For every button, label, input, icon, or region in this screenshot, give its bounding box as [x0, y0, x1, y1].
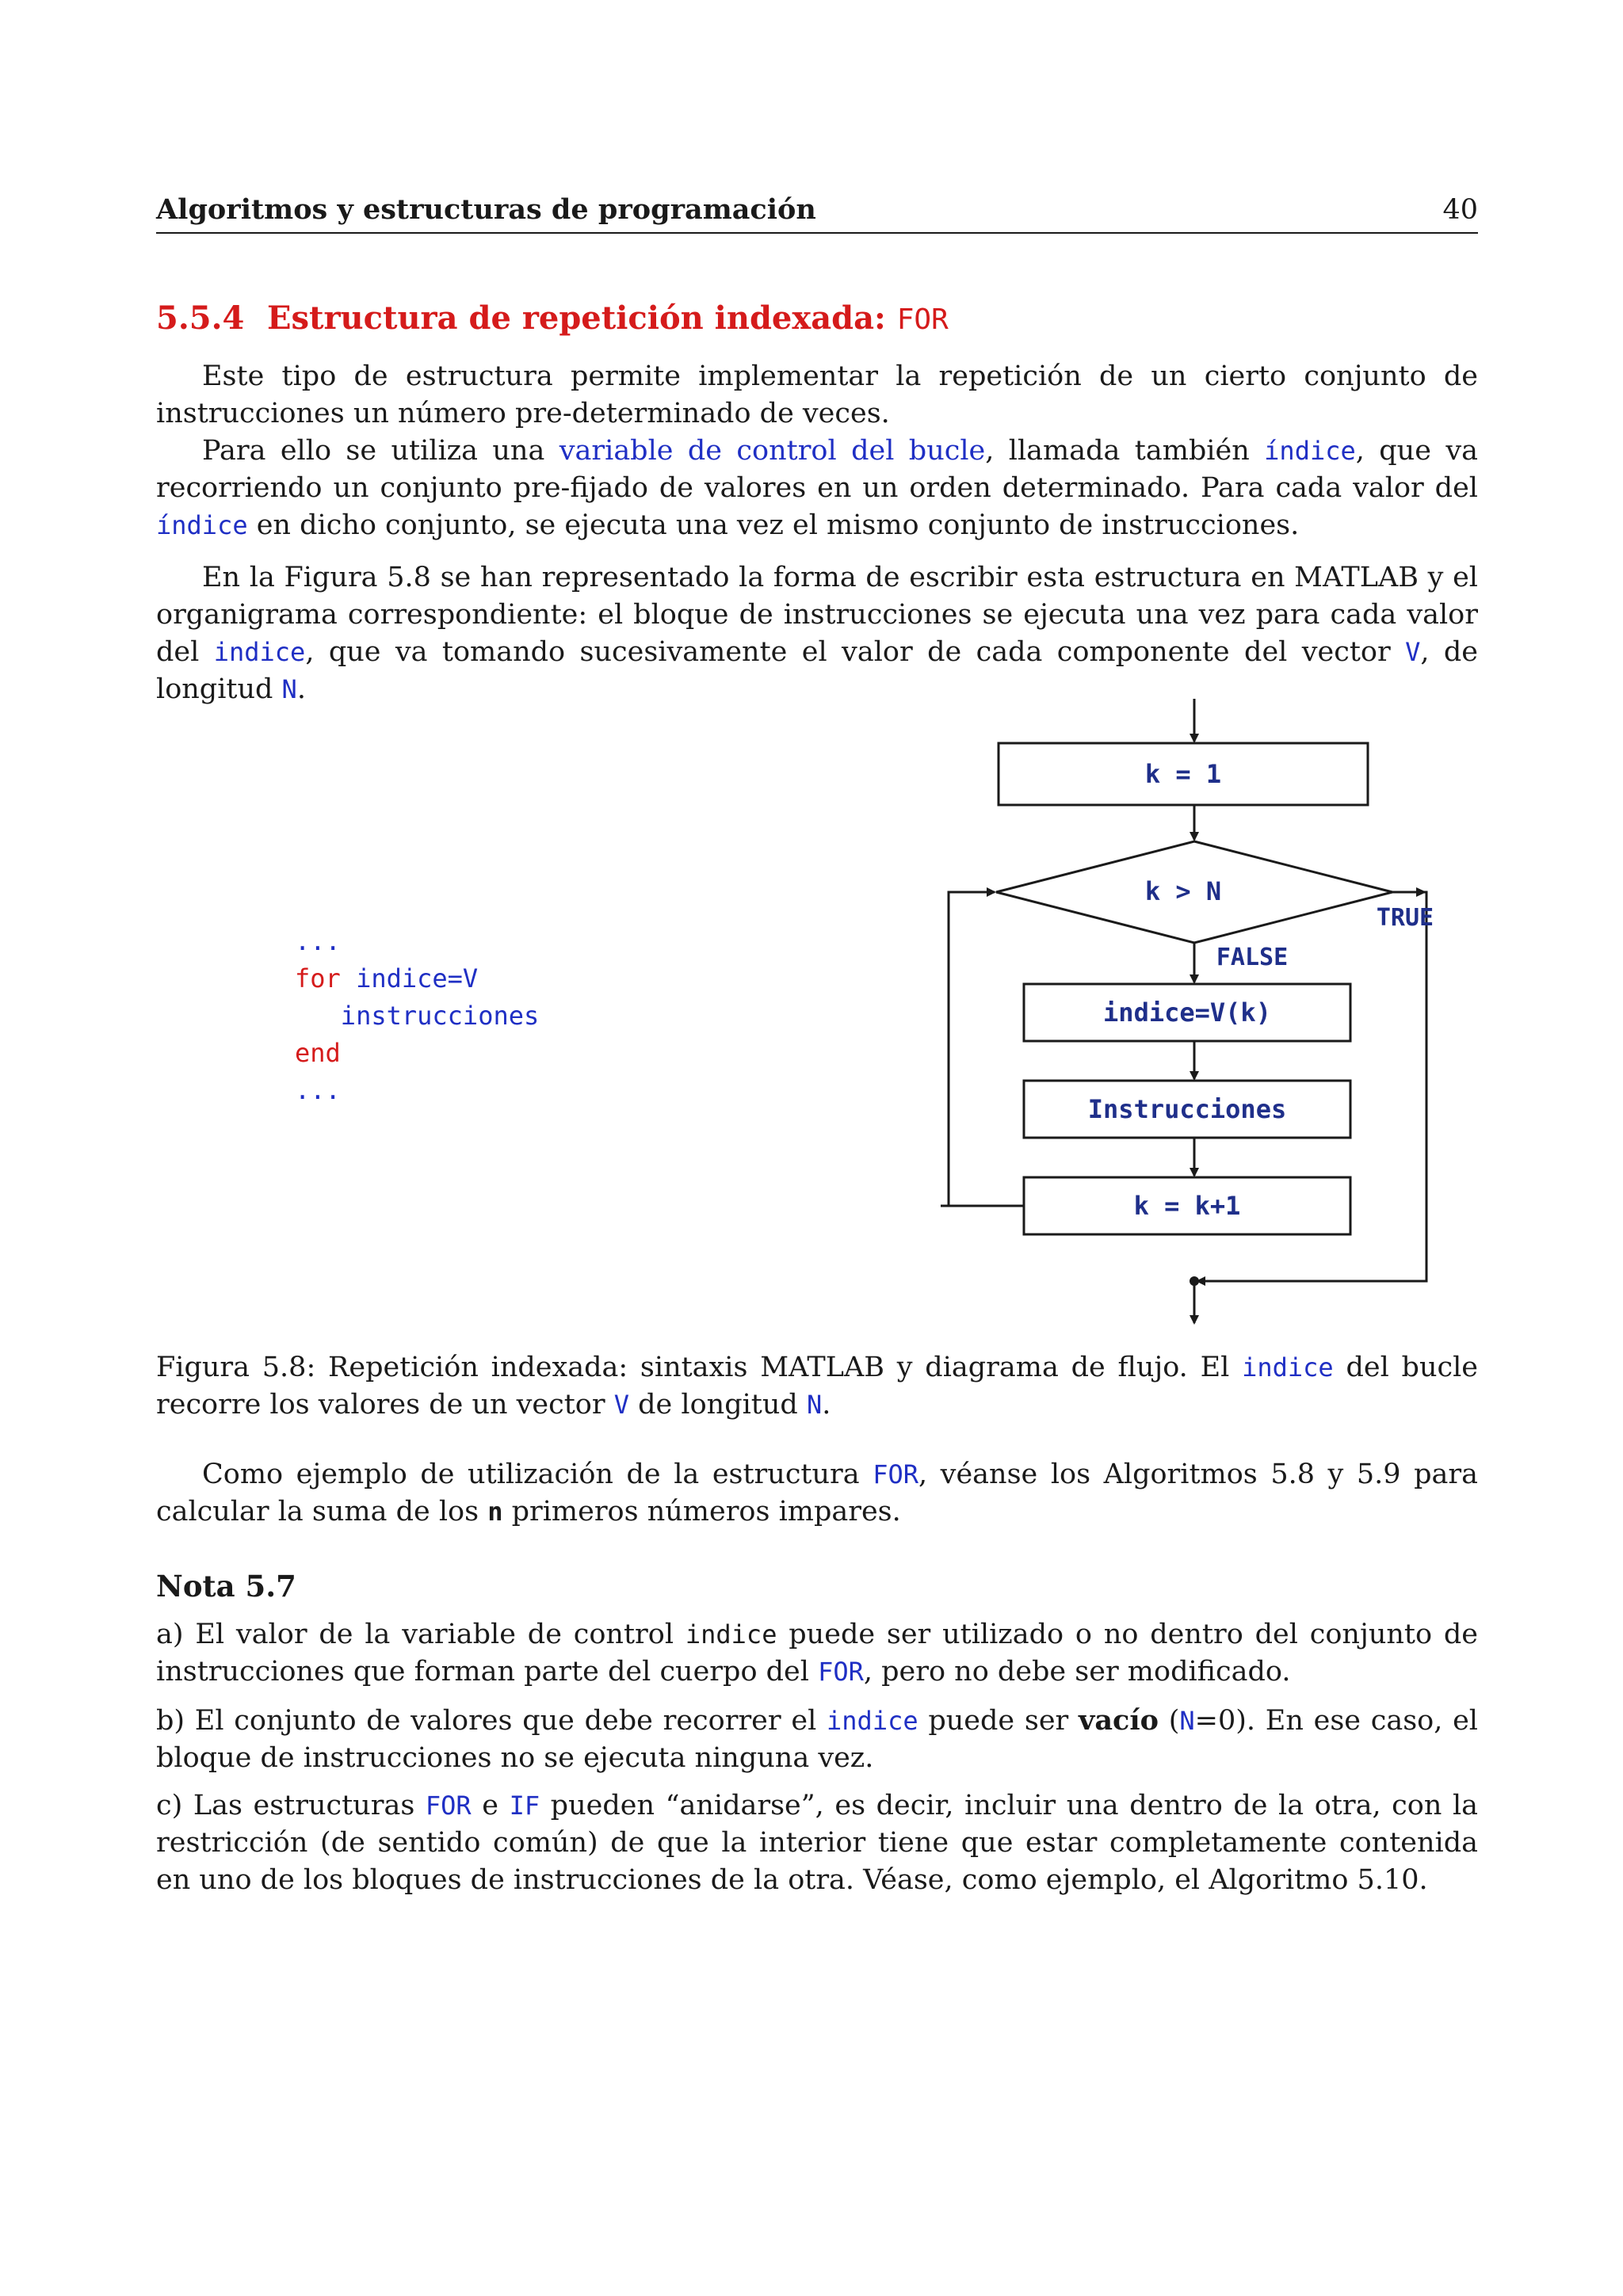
section-title: Estructura de repetición indexada: [267, 299, 897, 337]
page-number: 40 [1442, 194, 1478, 226]
term-link[interactable]: variable de control del bucle [559, 435, 986, 467]
text-run: en dicho conjunto, se ejecuta una vez el mismo conjunto de instrucciones. [247, 509, 1300, 541]
code-indice: indice [685, 1619, 777, 1650]
code-ellipsis-top: ... [295, 926, 341, 956]
flow-label-true: TRUE [1376, 904, 1434, 932]
code-n: N [806, 1390, 823, 1420]
paragraph-control-variable [156, 433, 1478, 544]
text-run: Como ejemplo de utilización de la estructura [202, 1459, 873, 1490]
code-v: V [1405, 637, 1421, 667]
text-run: , de longitud [156, 636, 1479, 705]
section-number: 5.5.4 [156, 299, 245, 337]
section-keyword: FOR [896, 303, 949, 336]
code-for: FOR [425, 1791, 472, 1821]
paragraph-intro-text: Este tipo de estructura permite implementar la repetición de un cierto conjunto de instrucciones un número pre-determinado de veces. [156, 360, 1478, 429]
code-v: V [613, 1390, 630, 1420]
flow-label-assign: indice=V(k) [1103, 997, 1271, 1028]
text-run: puede ser [918, 1705, 1079, 1737]
flow-label-init: k = 1 [1144, 759, 1222, 789]
code-n-lower: n [487, 1497, 503, 1527]
text-run: puede ser utilizado o no dentro del conjunto de instrucciones que forman parte del cuerpo del [156, 1619, 1478, 1688]
text-run: b) El conjunto de valores que debe recorrer el [156, 1705, 827, 1737]
text-run: Figura 5.8: Repetición indexada: sintaxis MATLAB y diagrama de flujo. El [156, 1352, 1243, 1383]
nota-item-a [156, 1616, 1478, 1691]
bold-term: vacío [1079, 1704, 1159, 1737]
flow-loop-back-arrow [949, 892, 1024, 1206]
flow-label-condition: k > N [1144, 876, 1222, 906]
code-for-expression: indice=V [340, 963, 479, 994]
text-run: c) Las estructuras [156, 1790, 426, 1821]
text-run: pueden “anidarse”, es decir, incluir una dentro de la otra, con la restricción (de sentido común) de que la interior tiene que estar completamente contenida en uno de los bloques de instrucciones de la otra. Véase, como ejemplo, el Algoritmo 5.10. [156, 1790, 1479, 1896]
section-heading [156, 299, 1478, 337]
flow-true-arrowhead [1416, 887, 1426, 897]
code-if: IF [509, 1791, 540, 1821]
code-indice: indice [1242, 1352, 1334, 1383]
code-indice: índice [156, 510, 248, 540]
text-run: ( [1158, 1705, 1180, 1737]
paragraph-figure-reference [156, 559, 1478, 708]
nota-item-c [156, 1787, 1478, 1899]
nota-item-b [156, 1702, 1478, 1777]
text-run: primeros números impares. [502, 1496, 901, 1527]
matlab-code-block [295, 923, 539, 1109]
flow-label-increment: k = k+1 [1133, 1191, 1241, 1221]
code-for: FOR [873, 1459, 918, 1489]
code-ellipsis-bottom: ... [295, 1075, 341, 1105]
text-run: Para ello se utiliza una [202, 435, 559, 467]
text-run: , pero no debe ser modificado. [863, 1656, 1291, 1688]
code-n: N [281, 674, 297, 704]
text-run: . [296, 673, 306, 705]
code-indice: indice [213, 637, 306, 667]
flowchart [941, 691, 1448, 1337]
text-run: En la Figura 5.8 se han representado la forma de escribir esta estructura en MATLAB y el organigrama correspondiente: el bloque de instrucciones se ejecuta una vez para cada valor del [156, 562, 1478, 668]
nota-heading: Nota 5.7 [156, 1569, 296, 1604]
flow-label-body: Instrucciones [1087, 1094, 1287, 1124]
text-run: e [471, 1790, 510, 1821]
paragraph-example [156, 1456, 1478, 1531]
code-end-keyword: end [295, 1038, 341, 1068]
running-header [156, 193, 1478, 234]
paragraph-intro [156, 358, 1478, 433]
text-run: del bucle recorre los valores de un vector [156, 1352, 1478, 1421]
figure-caption [156, 1349, 1478, 1424]
code-indice: índice [1264, 436, 1356, 466]
code-n: N [1179, 1706, 1195, 1736]
text-run: , que va tomando sucesivamente el valor de cada componente del vector [305, 636, 1406, 668]
code-for: FOR [818, 1657, 864, 1687]
running-header-title: Algoritmos y estructuras de programación [156, 193, 816, 226]
text-run: =0). En ese caso, el bloque de instrucciones no se ejecuta ninguna vez. [156, 1705, 1479, 1774]
flow-label-false: FALSE [1216, 944, 1289, 971]
text-run: . [822, 1389, 831, 1421]
text-run: a) El valor de la variable de control [156, 1619, 685, 1650]
text-run: , véanse los Algoritmos 5.8 y 5.9 para calcular la suma de los [156, 1459, 1478, 1527]
code-for-keyword: for [295, 963, 341, 994]
text-run: , que va recorriendo un conjunto pre-fijado de valores en un orden determinado. Para cada valor del [156, 435, 1478, 504]
text-run: , llamada también [985, 435, 1265, 467]
text-run: de longitud [629, 1389, 807, 1421]
flow-junction-dot [1190, 1276, 1199, 1286]
code-indice: indice [827, 1706, 918, 1736]
code-loop-body: instrucciones [340, 1001, 540, 1031]
